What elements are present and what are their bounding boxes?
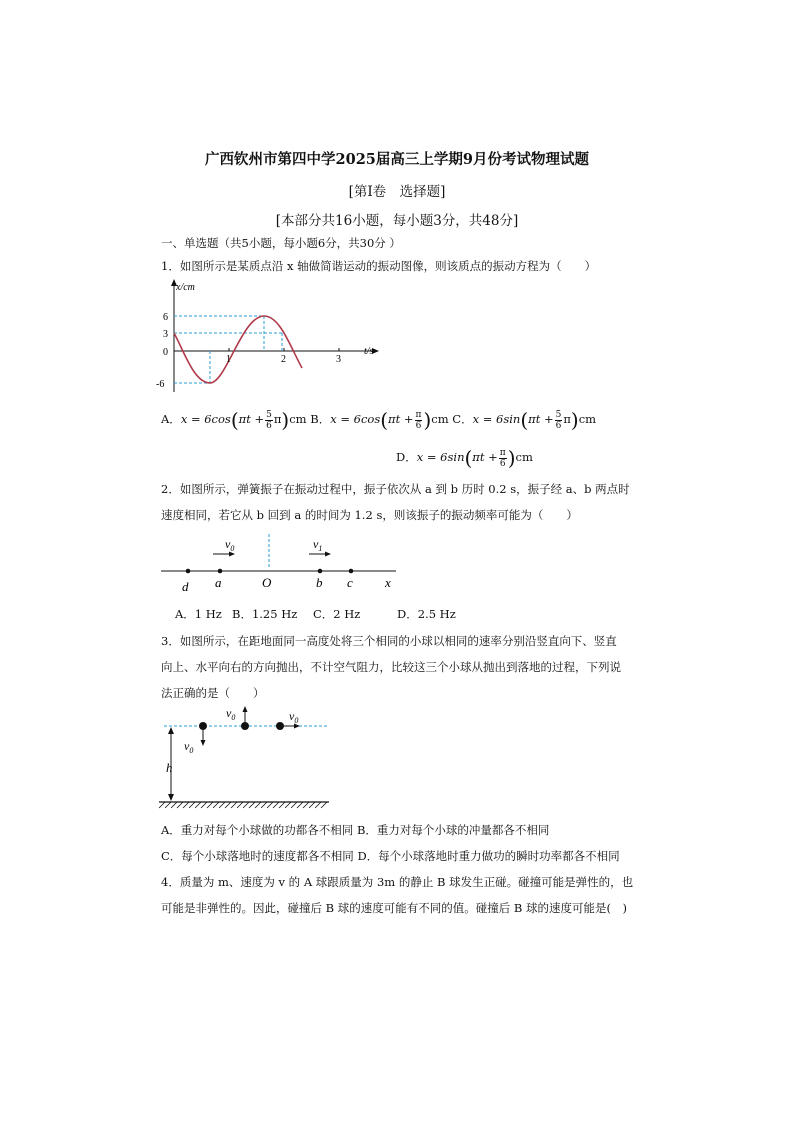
part-title: [第I卷 选择题] xyxy=(348,184,446,200)
question-2-stem-line1: 2．如图所示，弹簧振子在振动过程中，振子依次从 a 到 b 历时 0.2 s，振子经 a、b 两点时 xyxy=(161,482,630,496)
ball-right-v0: $v_0$ xyxy=(289,709,299,725)
option-b[interactable]: B．x = 6cos(πt + $\frac{\pi}{6}$ )cm xyxy=(310,408,449,432)
ball-right xyxy=(276,722,284,730)
height-arrow-bottom xyxy=(168,794,174,801)
question-2-figure xyxy=(156,532,406,594)
point-c xyxy=(349,569,354,574)
question-3-stem-line1: 3．如图所示，在距地面同一高度处将三个相同的小球以相同的速率分别沿竖直向下、竖直 xyxy=(161,634,617,648)
question-1-options-row1 xyxy=(161,408,596,432)
page-title: 广西钦州市第四中学2025届高三上学期9月份考试物理试题 xyxy=(205,151,589,168)
q2-option-a[interactable]: A．1 Hz xyxy=(175,607,222,621)
graph-xlabel: t/s xyxy=(364,346,374,357)
label-x: x xyxy=(385,575,391,590)
label-a: a xyxy=(215,575,222,590)
label-b: b xyxy=(316,575,323,590)
label-d: d xyxy=(182,579,189,594)
ball-down xyxy=(199,722,207,730)
ball-down-v0: $v_0$ xyxy=(184,739,194,755)
ball-up xyxy=(241,722,249,730)
point-b xyxy=(318,569,323,574)
y-tick-3: 3 xyxy=(163,329,168,340)
label-O: O xyxy=(262,575,272,590)
question-3-options-line2: C．每个小球落地时的速度都各不相同 D．每个小球落地时重力做功的瞬时功率都各不相同 xyxy=(161,849,620,863)
q2-option-c[interactable]: C．2 Hz xyxy=(313,607,361,621)
section-heading: 一、单选题（共5小题，每小题6分，共30分 ） xyxy=(161,236,401,250)
v0-label: $v_0$ xyxy=(225,537,235,553)
question-3-stem-line2: 向上、水平向右的方向抛出，不计空气阻力，比较这三个小球从抛出到落地的过程，下列说 xyxy=(161,660,621,674)
ball-up-v0: $v_0$ xyxy=(226,706,236,722)
v1-arrowhead xyxy=(325,552,331,557)
q2-option-b[interactable]: B．1.25 Hz xyxy=(232,607,298,621)
height-arrow-top xyxy=(168,727,174,734)
part-note: [本部分共16小题，每小题3分，共48分] xyxy=(275,213,519,229)
ball-up-arrowhead xyxy=(243,706,248,712)
question-3-figure xyxy=(156,702,336,814)
y-tick-neg6: -6 xyxy=(156,379,165,390)
option-d[interactable]: D．x = 6sin(πt + $\frac{\pi}{6}$ )cm xyxy=(396,446,533,470)
point-a xyxy=(218,569,223,574)
v1-label: $v_1$ xyxy=(313,537,323,553)
question-4-stem-line1: 4．质量为 m、速度为 v 的 A 球跟质量为 3m 的静止 B 球发生正碰。碰撞可能是弹性的，也 xyxy=(161,875,634,889)
x-label-2: 2 xyxy=(281,354,286,365)
ball-down-arrowhead xyxy=(201,740,206,746)
question-1-stem: 1．如图所示是某质点沿 x 轴做简谐运动的振动图像，则该质点的振动方程为（ ） xyxy=(161,259,597,273)
q2-option-d[interactable]: D．2.5 Hz xyxy=(397,607,456,621)
label-c: c xyxy=(347,575,353,590)
y-tick-6: 6 xyxy=(163,312,168,323)
height-label: h xyxy=(166,760,173,775)
question-3-stem-line3: 法正确的是（ ） xyxy=(161,686,265,700)
option-c[interactable]: C．x = 6sin(πt + $\frac{5}{6}$ π)cm xyxy=(452,408,597,432)
question-2-stem-line2: 速度相同，若它从 b 回到 a 的时间为 1.2 s，则该振子的振动频率可能为（ ） xyxy=(161,508,578,522)
question-1-graph xyxy=(150,276,390,394)
question-3-options-line1: A．重力对每个小球做的功都各不相同 B．重力对每个小球的冲量都各不相同 xyxy=(161,823,550,837)
x-label-1: 1 xyxy=(226,354,231,365)
y-tick-0: 0 xyxy=(163,347,168,358)
ground-hatch xyxy=(159,802,327,808)
point-d xyxy=(186,569,191,574)
question-4-stem-line2: 可能是非弹性的。因此，碰撞后 B 球的速度可能有不同的值。碰撞后 B 球的速度可能是( ) xyxy=(161,901,627,915)
x-label-3: 3 xyxy=(336,354,341,365)
option-a[interactable]: A．x = 6cos(πt + $\frac{5}{6}$ π)cm xyxy=(161,408,307,432)
oscillation-curve xyxy=(174,316,302,383)
graph-ylabel: x/cm xyxy=(176,282,195,293)
